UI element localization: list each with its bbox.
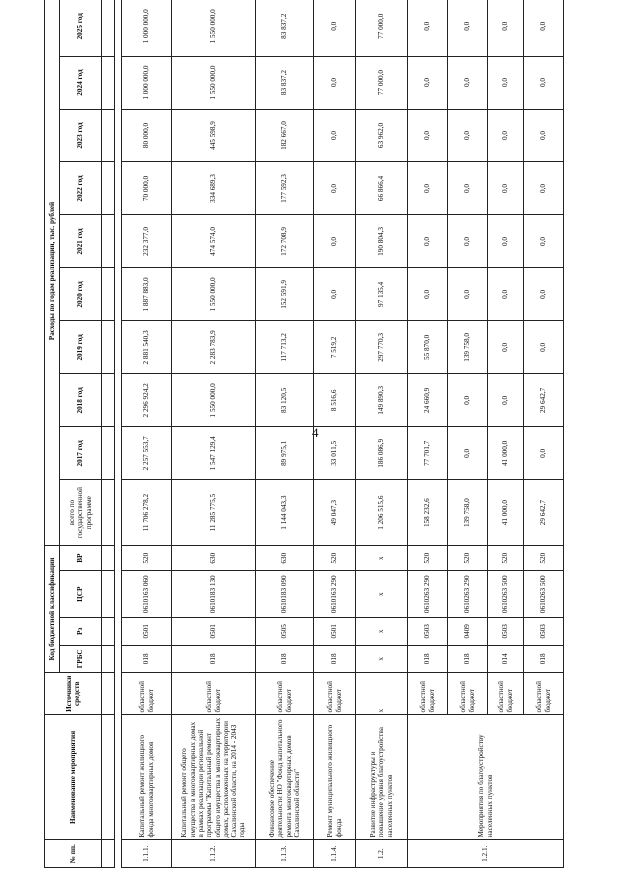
total-amount: 29 642,7: [524, 480, 564, 546]
year-amount: 0,0: [488, 162, 524, 215]
year-amount: 2 881 540,3: [122, 321, 172, 374]
code-grbs: 018: [408, 645, 448, 673]
year-amount: 0,0: [448, 215, 488, 268]
header-expenses: Расходы по годам реализации, тыс. рублей: [45, 0, 60, 545]
row-number: 1.2.: [356, 840, 408, 868]
row-number: 1.1.2.: [172, 840, 256, 868]
code-rz: 0501: [314, 618, 356, 646]
code-vr: 520: [448, 545, 488, 570]
funding-source: областной бюджет: [524, 673, 564, 715]
year-amount: 0,0: [448, 0, 488, 56]
year-amount: 41 000,0: [488, 427, 524, 480]
header-year: 2021 год: [60, 215, 102, 268]
year-amount: 172 708,9: [256, 215, 314, 268]
year-amount: 0,0: [524, 109, 564, 162]
funding-source: областной бюджет: [122, 673, 172, 715]
code-vr: 520: [122, 545, 172, 570]
total-amount: 1 206 515,6: [356, 480, 408, 546]
header-rz: Рз: [60, 618, 102, 646]
year-amount: 1 000 000,0: [122, 56, 172, 109]
year-amount: 0,0: [408, 0, 448, 56]
header-year: 2020 год: [60, 268, 102, 321]
activity-name: Ремонт муниципального жилищного фонда: [314, 715, 356, 840]
page-number: 4: [312, 425, 319, 440]
year-amount: 97 135,4: [356, 268, 408, 321]
row-number: 1.1.1.: [122, 840, 172, 868]
header-source: Источники средств: [45, 673, 102, 715]
year-amount: 0,0: [524, 215, 564, 268]
table-row: [172, 0, 256, 868]
total-amount: 41 000,0: [488, 480, 524, 546]
year-amount: 0,0: [448, 374, 488, 427]
header-grbs: ГРБС: [60, 645, 102, 673]
table-row: [122, 0, 172, 868]
year-amount: 0,0: [408, 268, 448, 321]
year-amount: 0,0: [524, 162, 564, 215]
year-amount: 1 000 000,0: [122, 0, 172, 56]
year-amount: 1 887 883,0: [122, 268, 172, 321]
header-csr: ЦСР: [60, 571, 102, 618]
code-vr: 630: [256, 545, 314, 570]
code-csr: 0610163 290: [314, 571, 356, 618]
code-csr: 0610263 290: [408, 571, 448, 618]
code-grbs: 018: [524, 645, 564, 673]
funding-source: областной бюджет: [172, 673, 256, 715]
total-amount: 139 758,0: [448, 480, 488, 546]
year-amount: 0,0: [408, 215, 448, 268]
header-vr: ВР: [60, 545, 102, 570]
year-amount: 186 086,9: [356, 427, 408, 480]
row-number: 1.1.4.: [314, 840, 356, 868]
year-amount: 29 642,7: [524, 374, 564, 427]
header-year: 2022 год: [60, 162, 102, 215]
code-rz: 0505: [256, 618, 314, 646]
year-amount: 117 713,2: [256, 321, 314, 374]
year-amount: 7 519,2: [314, 321, 356, 374]
year-amount: 0,0: [448, 162, 488, 215]
code-grbs: x: [356, 645, 408, 673]
year-amount: 0,0: [488, 321, 524, 374]
code-vr: 630: [172, 545, 256, 570]
code-rz: 0503: [524, 618, 564, 646]
funding-source: областной бюджет: [488, 673, 524, 715]
year-amount: 0,0: [314, 56, 356, 109]
year-amount: 83 837,2: [256, 56, 314, 109]
year-amount: 182 667,0: [256, 109, 314, 162]
year-amount: 1 550 000,0: [172, 374, 256, 427]
code-rz: 0409: [448, 618, 488, 646]
year-amount: 24 660,9: [408, 374, 448, 427]
year-amount: 297 770,3: [356, 321, 408, 374]
year-amount: 149 890,3: [356, 374, 408, 427]
total-amount: 11 706 278,2: [122, 480, 172, 546]
year-amount: 474 574,0: [172, 215, 256, 268]
code-csr: 0610263 500: [488, 571, 524, 618]
year-amount: 0,0: [524, 321, 564, 374]
year-amount: 0,0: [524, 268, 564, 321]
year-amount: 0,0: [488, 109, 524, 162]
table-row: [314, 0, 356, 868]
year-amount: 83 837,2: [256, 0, 314, 56]
header-name: Наименование мероприятия: [45, 715, 102, 840]
activity-name: Мероприятия по благоустройству населенных пунктов: [408, 715, 564, 840]
year-amount: 190 804,3: [356, 215, 408, 268]
code-vr: 520: [488, 545, 524, 570]
year-amount: 0,0: [408, 109, 448, 162]
year-amount: 66 866,4: [356, 162, 408, 215]
year-amount: 2 283 783,9: [172, 321, 256, 374]
total-amount: 158 232,6: [408, 480, 448, 546]
total-amount: 11 285 775,5: [172, 480, 256, 546]
header-budget-code: Код бюджетной классификации: [45, 545, 60, 672]
year-amount: 0,0: [314, 0, 356, 56]
code-grbs: 018: [256, 645, 314, 673]
total-amount: 1 144 043,3: [256, 480, 314, 546]
year-amount: 1 550 000,0: [172, 56, 256, 109]
code-rz: 0503: [408, 618, 448, 646]
year-amount: 1 550 000,0: [172, 268, 256, 321]
code-vr: x: [356, 545, 408, 570]
year-amount: 0,0: [448, 56, 488, 109]
header-year: 2019 год: [60, 321, 102, 374]
year-amount: 0,0: [524, 0, 564, 56]
code-grbs: 018: [122, 645, 172, 673]
year-amount: 0,0: [448, 109, 488, 162]
activity-name: Капитальный ремонт жилищного фонда многоквартирных домов: [122, 715, 172, 840]
table-row: [356, 0, 408, 868]
year-amount: 445 598,9: [172, 109, 256, 162]
year-amount: 55 870,0: [408, 321, 448, 374]
year-amount: 0,0: [408, 162, 448, 215]
year-amount: 0,0: [488, 215, 524, 268]
year-amount: 0,0: [314, 109, 356, 162]
year-amount: 1 547 129,4: [172, 427, 256, 480]
code-grbs: 014: [488, 645, 524, 673]
activity-name: Финансовое обеспечение деятельности НО "Фонд капитального ремонта многоквартирных домов Сахалинской области": [256, 715, 314, 840]
code-csr: x: [356, 571, 408, 618]
year-amount: 2 296 924,2: [122, 374, 172, 427]
year-amount: 0,0: [488, 0, 524, 56]
funding-source: областной бюджет: [256, 673, 314, 715]
year-amount: 89 975,1: [256, 427, 314, 480]
funding-source: областной бюджет: [314, 673, 356, 715]
year-amount: 0,0: [524, 427, 564, 480]
row-number: 1.2.1.: [408, 840, 564, 868]
year-amount: 33 011,5: [314, 427, 356, 480]
year-amount: 0,0: [448, 268, 488, 321]
funding-source: x: [356, 673, 408, 715]
header-year: 2017 год: [60, 427, 102, 480]
year-amount: 77 000,0: [356, 0, 408, 56]
code-rz: 0503: [488, 618, 524, 646]
total-amount: 49 047,3: [314, 480, 356, 546]
year-amount: 1 550 000,0: [172, 0, 256, 56]
activity-name: Развитие инфраструктуры и повышение уровня благоустройства населенных пунктов: [356, 715, 408, 840]
year-amount: 0,0: [408, 56, 448, 109]
year-amount: 0,0: [488, 56, 524, 109]
code-csr: 0610183 130: [172, 571, 256, 618]
code-csr: 0610163 060: [122, 571, 172, 618]
header-year: 2025 год: [60, 0, 102, 56]
header-year: 2024 год: [60, 56, 102, 109]
funding-source: областной бюджет: [408, 673, 448, 715]
year-amount: 0,0: [314, 215, 356, 268]
code-rz: x: [356, 618, 408, 646]
row-number: 1.1.3.: [256, 840, 314, 868]
year-amount: 80 000,0: [122, 109, 172, 162]
code-vr: 520: [524, 545, 564, 570]
code-grbs: 018: [172, 645, 256, 673]
table-row: [408, 0, 448, 868]
year-amount: 152 591,9: [256, 268, 314, 321]
code-csr: 0610263 500: [524, 571, 564, 618]
year-amount: 0,0: [488, 268, 524, 321]
year-amount: 0,0: [314, 268, 356, 321]
year-amount: 232 377,0: [122, 215, 172, 268]
code-rz: 0501: [172, 618, 256, 646]
year-amount: 0,0: [524, 56, 564, 109]
year-amount: 139 758,0: [448, 321, 488, 374]
code-grbs: 018: [314, 645, 356, 673]
header-year: 2023 год: [60, 109, 102, 162]
year-amount: 177 592,3: [256, 162, 314, 215]
funding-source: областной бюджет: [448, 673, 488, 715]
year-amount: 0,0: [314, 162, 356, 215]
year-amount: 63 962,0: [356, 109, 408, 162]
budget-table: [44, 0, 564, 868]
year-amount: 70 000,0: [122, 162, 172, 215]
year-amount: 77 000,0: [356, 56, 408, 109]
rotated-table-sheet: [44, 0, 566, 868]
year-amount: 83 120,5: [256, 374, 314, 427]
code-csr: 0610263 290: [448, 571, 488, 618]
year-amount: 0,0: [448, 427, 488, 480]
header-num: № пп.: [45, 840, 102, 868]
year-amount: 8 516,6: [314, 374, 356, 427]
code-vr: 520: [314, 545, 356, 570]
year-amount: 77 701,7: [408, 427, 448, 480]
year-amount: 0,0: [488, 374, 524, 427]
code-grbs: 018: [448, 645, 488, 673]
code-vr: 520: [408, 545, 448, 570]
code-csr: 0610183 090: [256, 571, 314, 618]
activity-name: Капитальный ремонт общего имущества в многоквартирных домах в рамках реализации региональной программы "Капитальный ремонт общего имущества в многоквартирных домах, расположенных на территории Сахалинской области, на 2014 - 2043 годы: [172, 715, 256, 840]
table-row: [256, 0, 314, 868]
header-year: 2018 год: [60, 374, 102, 427]
code-rz: 0501: [122, 618, 172, 646]
year-amount: 2 257 553,7: [122, 427, 172, 480]
header-total: всего по государственной программе: [60, 480, 102, 546]
year-amount: 334 689,3: [172, 162, 256, 215]
